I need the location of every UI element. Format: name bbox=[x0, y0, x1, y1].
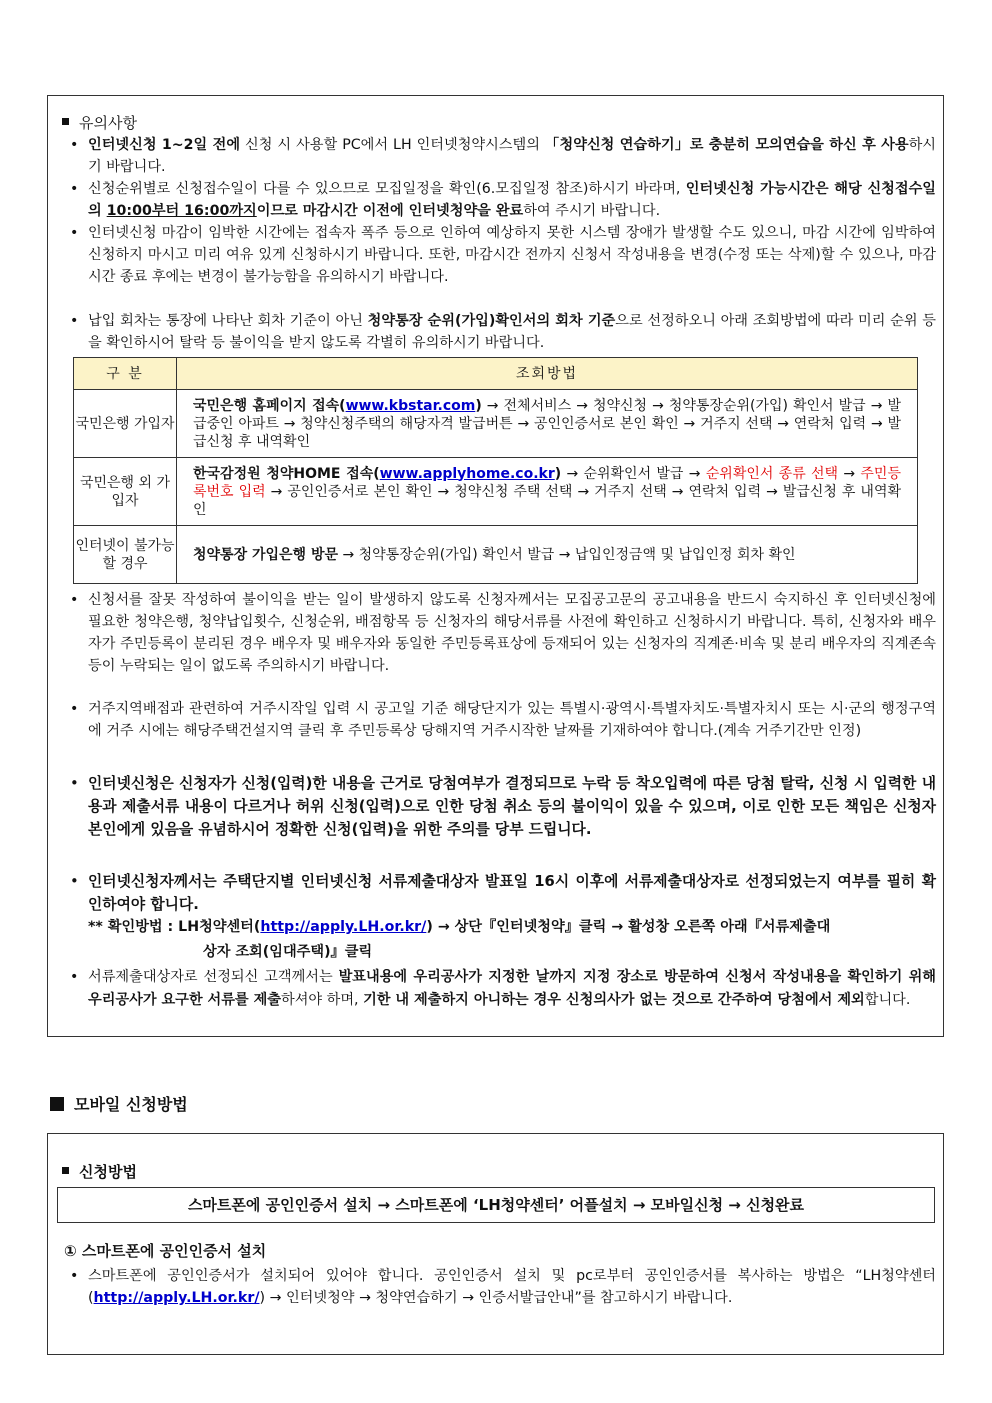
bullet-icon: • bbox=[70, 969, 79, 985]
table-cell-method: 청약통장 가입은행 방문 → 청약통장순위(가입) 확인서 발급 → 납입인정금액 및 납입인정 회차 확인 bbox=[177, 526, 918, 584]
table-header-method: 조회방법 bbox=[177, 358, 918, 390]
bullet-icon: • bbox=[70, 592, 79, 608]
mobile-section-heading: 모바일 신청방법 bbox=[50, 1094, 188, 1116]
check-method-line-2: 상자 조회(임대주택)』클릭 bbox=[203, 944, 373, 960]
notice-bullet-1: • 인터넷신청 1~2일 전에 신청 시 사용할 PC에서 LH 인터넷청약시스템의 「청약신청 연습하기」로 충분히 모의연습을 하신 후 사용하시기 바랍니다. bbox=[72, 134, 936, 178]
bullet-icon: • bbox=[70, 701, 79, 717]
bullet-icon: • bbox=[70, 1268, 79, 1284]
inquiry-method-table bbox=[73, 357, 918, 584]
notice-bullet-3: • 인터넷신청 마감이 임박한 시간에는 접속자 폭주 등으로 인하여 예상하지 못한 시스템 장애가 발생할 수도 있으니, 마감 시간에 임박하여 신청하지 마시고 미리 여유 있게 신청하시기 바랍니다. 또한, 마감시간 전까지 신청서 작성내용을 변경(수정 또는 삭제)할 수 있으나, 마감 시간 종료 후에는 변경이 불가능함을 유의하시기 바랍니다. bbox=[72, 222, 936, 288]
table-row bbox=[74, 526, 918, 584]
applyhome-link[interactable]: www.applyhome.co.kr bbox=[379, 465, 555, 482]
notice-bullet-6: • 거주지역배점과 관련하여 거주시작일 입력 시 공고일 기준 해당단지가 있는 특별시·광역시·특별자치도·특별자치시 또는 시·군의 행정구역에 거주 시에는 해당주택건설지역 클릭 후 주민등록상 당해지역 거주시작한 날짜를 기재하여야 합니다.(계속 거주기간만 인정) bbox=[72, 698, 936, 742]
bullet-icon: • bbox=[70, 313, 79, 329]
notice-bullet-7: • 인터넷신청은 신청자가 신청(입력)한 내용을 근거로 당첨여부가 결정되므로 누락 등 착오입력에 따른 당첨 탈락, 신청 시 입력한 내용과 제출서류 내용이 다르거나 허위 신청(입력)으로 인한 당첨 취소 등의 불이익이 있을 수 있으며, 이로 인한 모든 책임은 신청자 본인에게 있음을 유념하시어 정확한 신청(입력)을 위한 주의를 당부 드립니다. bbox=[72, 772, 936, 841]
lh-apply-link[interactable]: http://apply.LH.or.kr/ bbox=[260, 919, 427, 935]
mobile-sub-title: 신청방법 bbox=[62, 1161, 137, 1183]
check-method-line: ** 확인방법 : LH청약센터(http://apply.LH.or.kr/) → 상단『인터넷청약』클릭 → 활성창 오른쪽 아래『서류제출대 bbox=[88, 919, 831, 935]
step1-bullet: • 스마트폰에 공인인증서가 설치되어 있어야 합니다. 공인인증서 설치 및 pc로부터 공인인증서를 복사하는 방법은 “LH청약센터(http://apply.LH.or.kr/) → 인터넷청약 → 청약연습하기 → 인증서발급안내”를 참고하시기 바랍니다. bbox=[72, 1265, 936, 1309]
bullet-icon: • bbox=[70, 181, 79, 197]
table-cell-method: 한국감정원 청약HOME 접속(www.applyhome.co.kr) → 순위확인서 발급 → 순위확인서 종류 선택 → 주민등록번호 입력 → 공인인증서로 본인 확인 → 청약신청 주택 선택 → 거주지 선택 → 연락처 입력 → 발급신청 후 내역확인 bbox=[177, 458, 918, 526]
notice-bullet-4: • 납입 회차는 통장에 나타난 회차 기준이 아닌 청약통장 순위(가입)확인서의 회차 기준으로 선정하오니 아래 조회방법에 따라 미리 순위 등을 확인하시어 탈락 등 불이익을 받지 않도록 각별히 유의하시기 바랍니다. bbox=[72, 310, 936, 354]
table-row bbox=[74, 390, 918, 458]
square-bullet-icon bbox=[62, 1167, 69, 1174]
notice-bullet-8: • 인터넷신청자께서는 주택단지별 인터넷신청 서류제출대상자 발표일 16시 이후에 서류제출대상자로 선정되었는지 여부를 필히 확인하여야 합니다. bbox=[72, 870, 936, 916]
table-cell-method: 국민은행 홈페이지 접속(www.kbstar.com) → 전체서비스 → 청약신청 → 청약통장순위(가입) 확인서 발급 → 발급중인 아파트 → 청약신청주택의 해당자격 발급버튼 → 공인인증서로 본인 확인 → 거주지 선택 → 연락처 입력 → 발급신청 후 내역확인 bbox=[177, 390, 918, 458]
table-header-category: 구 분 bbox=[74, 358, 177, 390]
notice-bullet-5: • 신청서를 잘못 작성하여 불이익을 받는 일이 발생하지 않도록 신청자께서는 모집공고문의 공고내용을 반드시 숙지하신 후 인터넷신청에 필요한 청약은행, 청약납입횟수, 신청순위, 배점항목 등 신청자의 해당서류를 사전에 확인하고 신청하시기 바랍니다. 특히, 신청자와 배우자가 주민등록이 분리된 경우 배우자 및 배우자와 동일한 주민등록표상에 등재되어 있는 신청자의 직계존·비속 및 분리 배우자의 직계존속 등이 누락되는 일이 없도록 주의하시기 바랍니다. bbox=[72, 589, 936, 677]
bullet-icon: • bbox=[70, 137, 79, 153]
kbstar-link[interactable]: www.kbstar.com bbox=[345, 397, 476, 414]
table-cell-category: 인터넷이 불가능 할 경우 bbox=[74, 526, 177, 584]
lh-apply-link[interactable]: http://apply.LH.or.kr/ bbox=[93, 1290, 260, 1306]
table-cell-category: 국민은행 가입자 bbox=[74, 390, 177, 458]
mobile-flow-box: 스마트폰에 공인인증서 설치 → 스마트폰에 ‘LH청약센터’ 어플설치 → 모바일신청 → 신청완료 bbox=[57, 1187, 935, 1223]
notice-title: 유의사항 bbox=[62, 112, 137, 134]
notice-bullet-2: • 신청순위별로 신청접수일이 다를 수 있으므로 모집일정을 확인(6.모집일정 참조)하시기 바라며, 인터넷신청 가능시간은 해당 신청접수일의 10:00부터 16:00까지이므로 마감시간 이전에 인터넷청약을 완료하여 주시기 바랍니다. bbox=[72, 178, 936, 222]
square-bullet-icon bbox=[50, 1097, 64, 1111]
table-header-row bbox=[74, 358, 918, 390]
table-row bbox=[74, 458, 918, 526]
bullet-icon: • bbox=[70, 225, 79, 241]
table-cell-category: 국민은행 외 가입자 bbox=[74, 458, 177, 526]
step1-title: ① 스마트폰에 공인인증서 설치 bbox=[64, 1242, 267, 1260]
bullet-icon: • bbox=[70, 775, 79, 792]
bullet-icon: • bbox=[70, 873, 79, 890]
square-bullet-icon bbox=[62, 118, 69, 125]
notice-bullet-9: • 서류제출대상자로 선정되신 고객께서는 발표내용에 우리공사가 지정한 날까지 지정 장소로 방문하여 신청서 작성내용을 확인하기 위해 우리공사가 요구한 서류를 제출하셔야 하며, 기한 내 제출하지 아니하는 경우 신청의사가 없는 것으로 간주하여 당첨에서 제외합니다. bbox=[72, 966, 936, 1012]
